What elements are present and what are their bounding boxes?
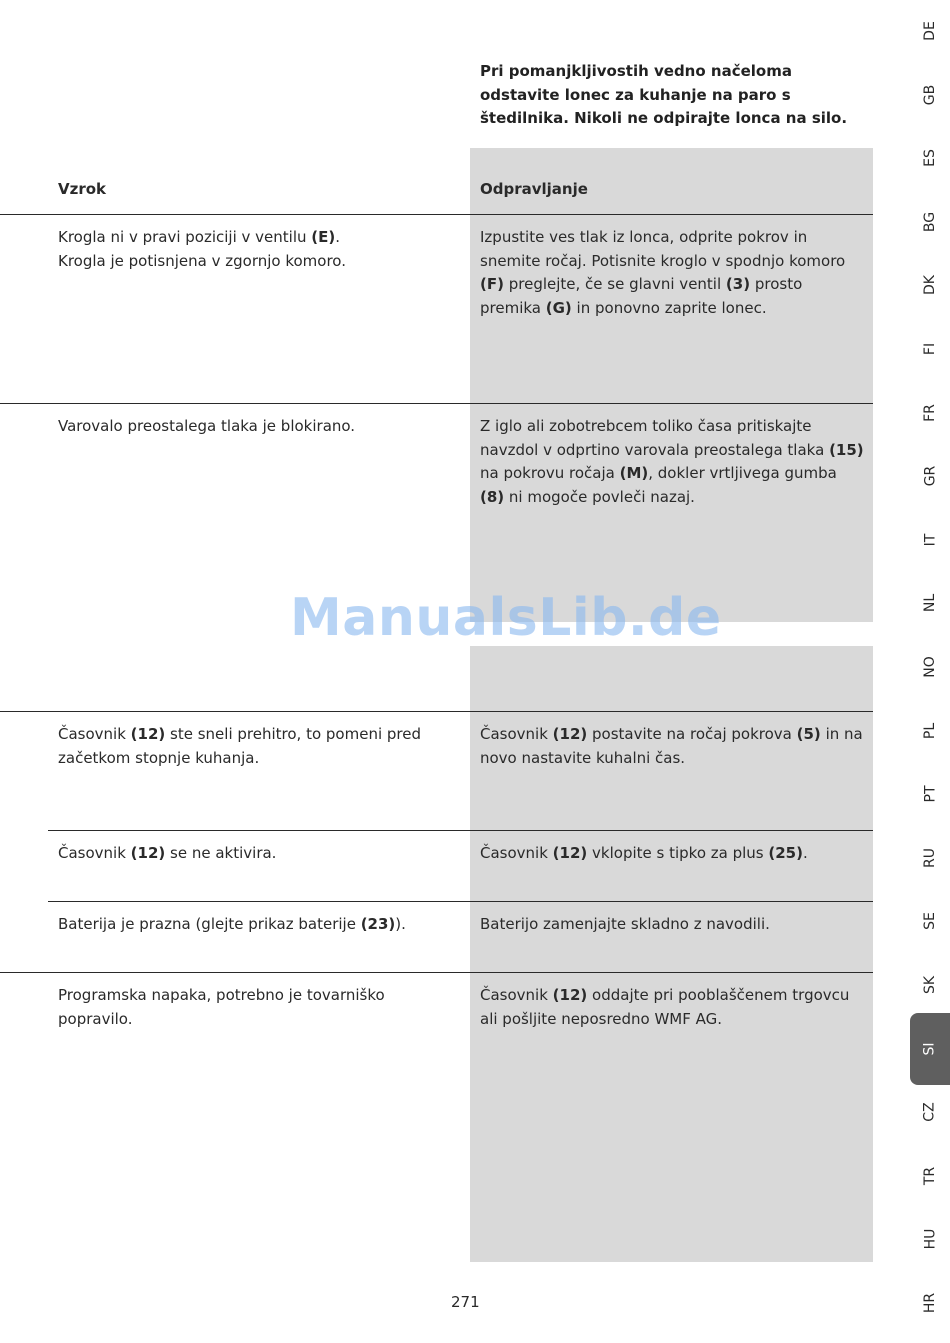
language-tab-label: PT	[922, 785, 938, 803]
row-6-cause: Programska napaka, potrebno je tovarniško popravilo.	[58, 986, 385, 1028]
language-tab-label: SE	[921, 912, 938, 931]
language-tab-pl[interactable]	[910, 716, 950, 746]
row-4-remedy: Časovnik (12) vklopite s tipko za plus (25).	[480, 844, 808, 862]
language-tab-fr[interactable]	[910, 398, 950, 428]
divider-row-2	[0, 711, 873, 712]
row-5-cause: Baterija je prazna (glejte prikaz baterije (23)).	[58, 915, 406, 933]
watermark: ManualsLib.de	[290, 588, 722, 648]
language-tab-label: SI	[921, 1042, 938, 1056]
remedy-column-bg-top	[470, 148, 873, 622]
row-3-cause: Časovnik (12) ste sneli prehitro, to pomeni pred začetkom stopnje kuhanja.	[58, 725, 421, 767]
language-tab-se[interactable]	[910, 906, 950, 936]
divider-row-5	[0, 972, 873, 973]
divider-row-3	[48, 830, 873, 831]
language-tab-label: PL	[922, 722, 938, 739]
row-3-remedy: Časovnik (12) postavite na ročaj pokrova (5) in na novo nastavite kuhalni čas.	[480, 725, 863, 767]
language-tab-label: ES	[921, 149, 938, 168]
language-tab-label: TR	[922, 1166, 938, 1185]
language-tab-label: RU	[921, 847, 938, 868]
header-remedy: Odpravljanje	[480, 180, 588, 198]
language-tab-label: IT	[922, 533, 938, 547]
header-cause: Vzrok	[58, 180, 107, 198]
divider-row-1	[0, 403, 873, 404]
row-6-remedy: Časovnik (12) oddajte pri pooblaščenem trgovcu ali pošljite neposredno WMF AG.	[480, 986, 850, 1028]
row-1-remedy: Izpustite ves tlak iz lonca, odprite pokrov in snemite ročaj. Potisnite kroglo v spodnjo komoro (F) preglejte, če se glavni ventil (3) prosto premika (G) in ponovno zaprite lonec.	[480, 228, 846, 317]
language-tab-label: DK	[922, 275, 938, 296]
language-tab-label: SK	[921, 975, 938, 995]
language-tab-label: CZ	[922, 1102, 938, 1122]
divider-header	[0, 214, 873, 215]
language-tab-label: NO	[922, 656, 938, 678]
language-tab-tr[interactable]	[910, 1161, 950, 1191]
row-5-remedy: Baterijo zamenjajte skladno z navodili.	[480, 915, 770, 933]
language-tab-label: NL	[922, 594, 938, 613]
language-tab-bg[interactable]	[910, 207, 950, 237]
language-tab-label: GR	[921, 465, 938, 487]
language-tab-label: HU	[922, 1229, 938, 1250]
language-tab-hr[interactable]	[910, 1288, 950, 1318]
language-tab-sk[interactable]	[910, 970, 950, 1000]
language-tab-fi[interactable]	[910, 334, 950, 364]
language-tab-nl[interactable]	[910, 588, 950, 618]
language-tab-it[interactable]	[910, 525, 950, 555]
row-4-cause: Časovnik (12) se ne aktivira.	[58, 844, 277, 862]
language-tab-label: DE	[921, 21, 938, 41]
language-tab-label: BG	[922, 211, 938, 232]
language-tab-hu[interactable]	[910, 1224, 950, 1254]
language-tab-label: FR	[922, 403, 938, 422]
language-tab-es[interactable]	[910, 143, 950, 173]
language-tab-si[interactable]	[910, 1013, 950, 1085]
language-tab-label: GB	[921, 84, 938, 105]
intro-warning: Pri pomanjkljivostih vedno načeloma odstavite lonec za kuhanje na paro s štedilnika. Nikoli ne odpirajte lonca na silo.	[480, 62, 848, 127]
language-tab-dk[interactable]	[910, 270, 950, 300]
row-2-remedy: Z iglo ali zobotrebcem toliko časa pritiskajte navzdol v odprtino varovala preostalega tlaka (15) na pokrovu ročaja (M), dokler vrtljivega gumba (8) ni mogoče povleči nazaj.	[480, 417, 864, 506]
language-tab-no[interactable]	[910, 652, 950, 682]
page-number: 271	[451, 1293, 480, 1311]
language-tab-cz[interactable]	[910, 1097, 950, 1127]
language-tab-label: FI	[922, 342, 938, 356]
language-tab-gr[interactable]	[910, 461, 950, 491]
language-tab-label: HR	[921, 1292, 938, 1314]
divider-row-4	[48, 901, 873, 902]
row-1-cause: Krogla ni v pravi poziciji v ventilu (E). Krogla je potisnjena v zgornjo komoro.	[58, 228, 346, 270]
language-tab-gb[interactable]	[910, 80, 950, 110]
language-tab-pt[interactable]	[910, 779, 950, 809]
language-tab-de[interactable]	[910, 16, 950, 46]
language-tab-ru[interactable]	[910, 843, 950, 873]
row-2-cause: Varovalo preostalega tlaka je blokirano.	[58, 417, 356, 435]
